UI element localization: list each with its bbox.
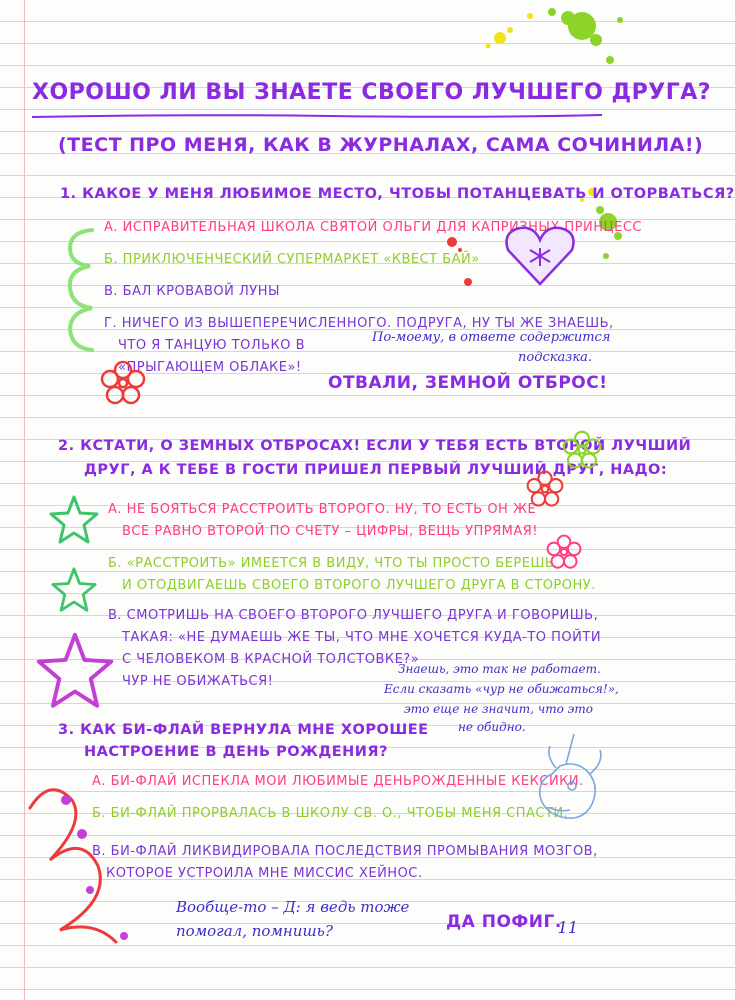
q2-answer-b-line2: И ОТОДВИГАЕШЬ СВОЕГО ВТОРОГО ЛУЧШЕГО ДРУГА В СТОРОНУ. [122,578,596,593]
question-1: 1. КАКОЕ У МЕНЯ ЛЮБИМОЕ МЕСТО, ЧТОБЫ ПОТАНЦЕВАТЬ И ОТОРВАТЬСЯ? [60,186,735,202]
green-bracket-doodle [62,226,98,356]
q1-answer-a: А. ИСПРАВИТЕЛЬНАЯ ШКОЛА СВЯТОЙ ОЛЬГИ ДЛЯ КАПРИЗНЫХ ПРИНЦЕСС [104,220,642,235]
red-swirl-doodle [20,770,140,960]
page-title: ХОРОШО ЛИ ВЫ ЗНАЕТЕ СВОЕГО ЛУЧШЕГО ДРУГА? [32,80,711,105]
q3-answer-c-line1: В. БИ-ФЛАЙ ЛИКВИДИРОВАЛА ПОСЛЕДСТВИЯ ПРОМЫВАНИЯ МОЗГОВ, [92,844,598,859]
question-3-line1: 3. КАК БИ-ФЛАЙ ВЕРНУЛА МНЕ ХОРОШЕЕ [58,722,429,738]
q2-answer-a-line1: А. НЕ БОЯТЬСЯ РАССТРОИТЬ ВТОРОГО. НУ, ТО ЕСТЬ ОН ЖЕ [108,502,537,517]
page-number: 11 [557,918,578,937]
q1-answer-d-line2: ЧТО Я ТАНЦУЮ ТОЛЬКО В [118,338,306,353]
q2-answer-c-line1: В. СМОТРИШЬ НА СВОЕГО ВТОРОГО ЛУЧШЕГО ДРУГА И ГОВОРИШЬ, [108,608,599,623]
flower-doodle-red-2 [526,470,564,508]
star-doodle-1 [48,494,100,546]
q2-answer-c-line3: С ЧЕЛОВЕКОМ В КРАСНОЙ ТОЛСТОВКЕ?» [122,652,420,667]
q2-handwritten-note-line3: это еще не значит, что это [404,702,593,716]
q2-answer-c-line2: ТАКАЯ: «НЕ ДУМАЕШЬ ЖЕ ТЫ, ЧТО МНЕ ХОЧЕТСЯ КУДА-ТО ПОЙТИ [122,630,602,645]
q1-answer-d-line1: Г. НИЧЕГО ИЗ ВЫШЕПЕРЕЧИСЛЕННОГО. ПОДРУГА, НУ ТЫ ЖЕ ЗНАЕШЬ, [104,316,614,331]
q2-handwritten-note-line1: Знаешь, это так не работает. [398,662,601,676]
q3-handwritten-note-line2: помогал, помнишь? [176,922,333,940]
q1-answer-c: В. БАЛ КРОВАВОЙ ЛУНЫ [104,284,280,299]
star-doodle-3 [34,630,116,712]
q3-answer-c-line2: КОТОРОЕ УСТРОИЛА МНЕ МИССИС ХЕЙНОС. [106,866,423,881]
q1-retort: ОТВАЛИ, ЗЕМНОЙ ОТБРОС! [328,373,608,393]
q3-retort: ДА ПОФИГ. [446,912,562,932]
q1-handwritten-note-line2: подсказка. [518,350,592,365]
question-2-line2: ДРУГ, А К ТЕБЕ В ГОСТИ ПРИШЕЛ ПЕРВЫЙ ЛУЧШИЙ ДРУГ, НАДО: [84,462,668,478]
title-underline [30,112,604,120]
flower-doodle-red [100,360,146,406]
question-2-line1: 2. КСТАТИ, О ЗЕМНЫХ ОТБРОСАХ! ЕСЛИ У ТЕБЯ ЕСТЬ ВТОРОЙ ЛУЧШИЙ [58,438,692,454]
q3-answer-b: Б. БИ-ФЛАЙ ПРОРВАЛАСЬ В ШКОЛУ СВ. О., ЧТОБЫ МЕНЯ СПАСТИ. [92,806,569,821]
q2-handwritten-note-line2: Если сказать «чур не обижаться!», [384,682,619,696]
page-subtitle: (ТЕСТ ПРО МЕНЯ, КАК В ЖУРНАЛАХ, САМА СОЧИНИЛА!) [58,134,704,156]
q1-handwritten-note-line1: По-моему, в ответе содержится [372,330,611,345]
flower-doodle-green [562,430,602,470]
heart-doodle [500,220,580,290]
q1-answer-d-line3: «ПРЫГАЮЩЕМ ОБЛАКЕ»! [118,360,302,375]
unicorn-doodle [530,730,620,830]
q3-answer-a: А. БИ-ФЛАЙ ИСПЕКЛА МОИ ЛЮБИМЫЕ ДЕНЬРОЖДЕННЫЕ КЕКСИКИ. [92,774,584,789]
star-doodle-2 [50,566,98,614]
flower-doodle-pink [546,534,582,570]
q2-answer-b-line1: Б. «РАССТРОИТЬ» ИМЕЕТСЯ В ВИДУ, ЧТО ТЫ ПРОСТО БЕРЕШЬ [108,556,555,571]
q2-answer-c-line4: ЧУР НЕ ОБИЖАТЬСЯ! [122,674,274,689]
q3-handwritten-note-line1: Вообще-то – Д: я ведь тоже [176,898,410,916]
question-3-line2: НАСТРОЕНИЕ В ДЕНЬ РОЖДЕНИЯ? [84,744,388,760]
q1-answer-b: Б. ПРИКЛЮЧЕНЧЕСКИЙ СУПЕРМАРКЕТ «КВЕСТ БАЙ» [104,252,480,267]
q2-answer-a-line2: ВСЕ РАВНО ВТОРОЙ ПО СЧЕТУ – ЦИФРЫ, ВЕЩЬ УПРЯМАЯ! [122,524,539,539]
q2-handwritten-note-line4: не обидно. [458,720,526,734]
